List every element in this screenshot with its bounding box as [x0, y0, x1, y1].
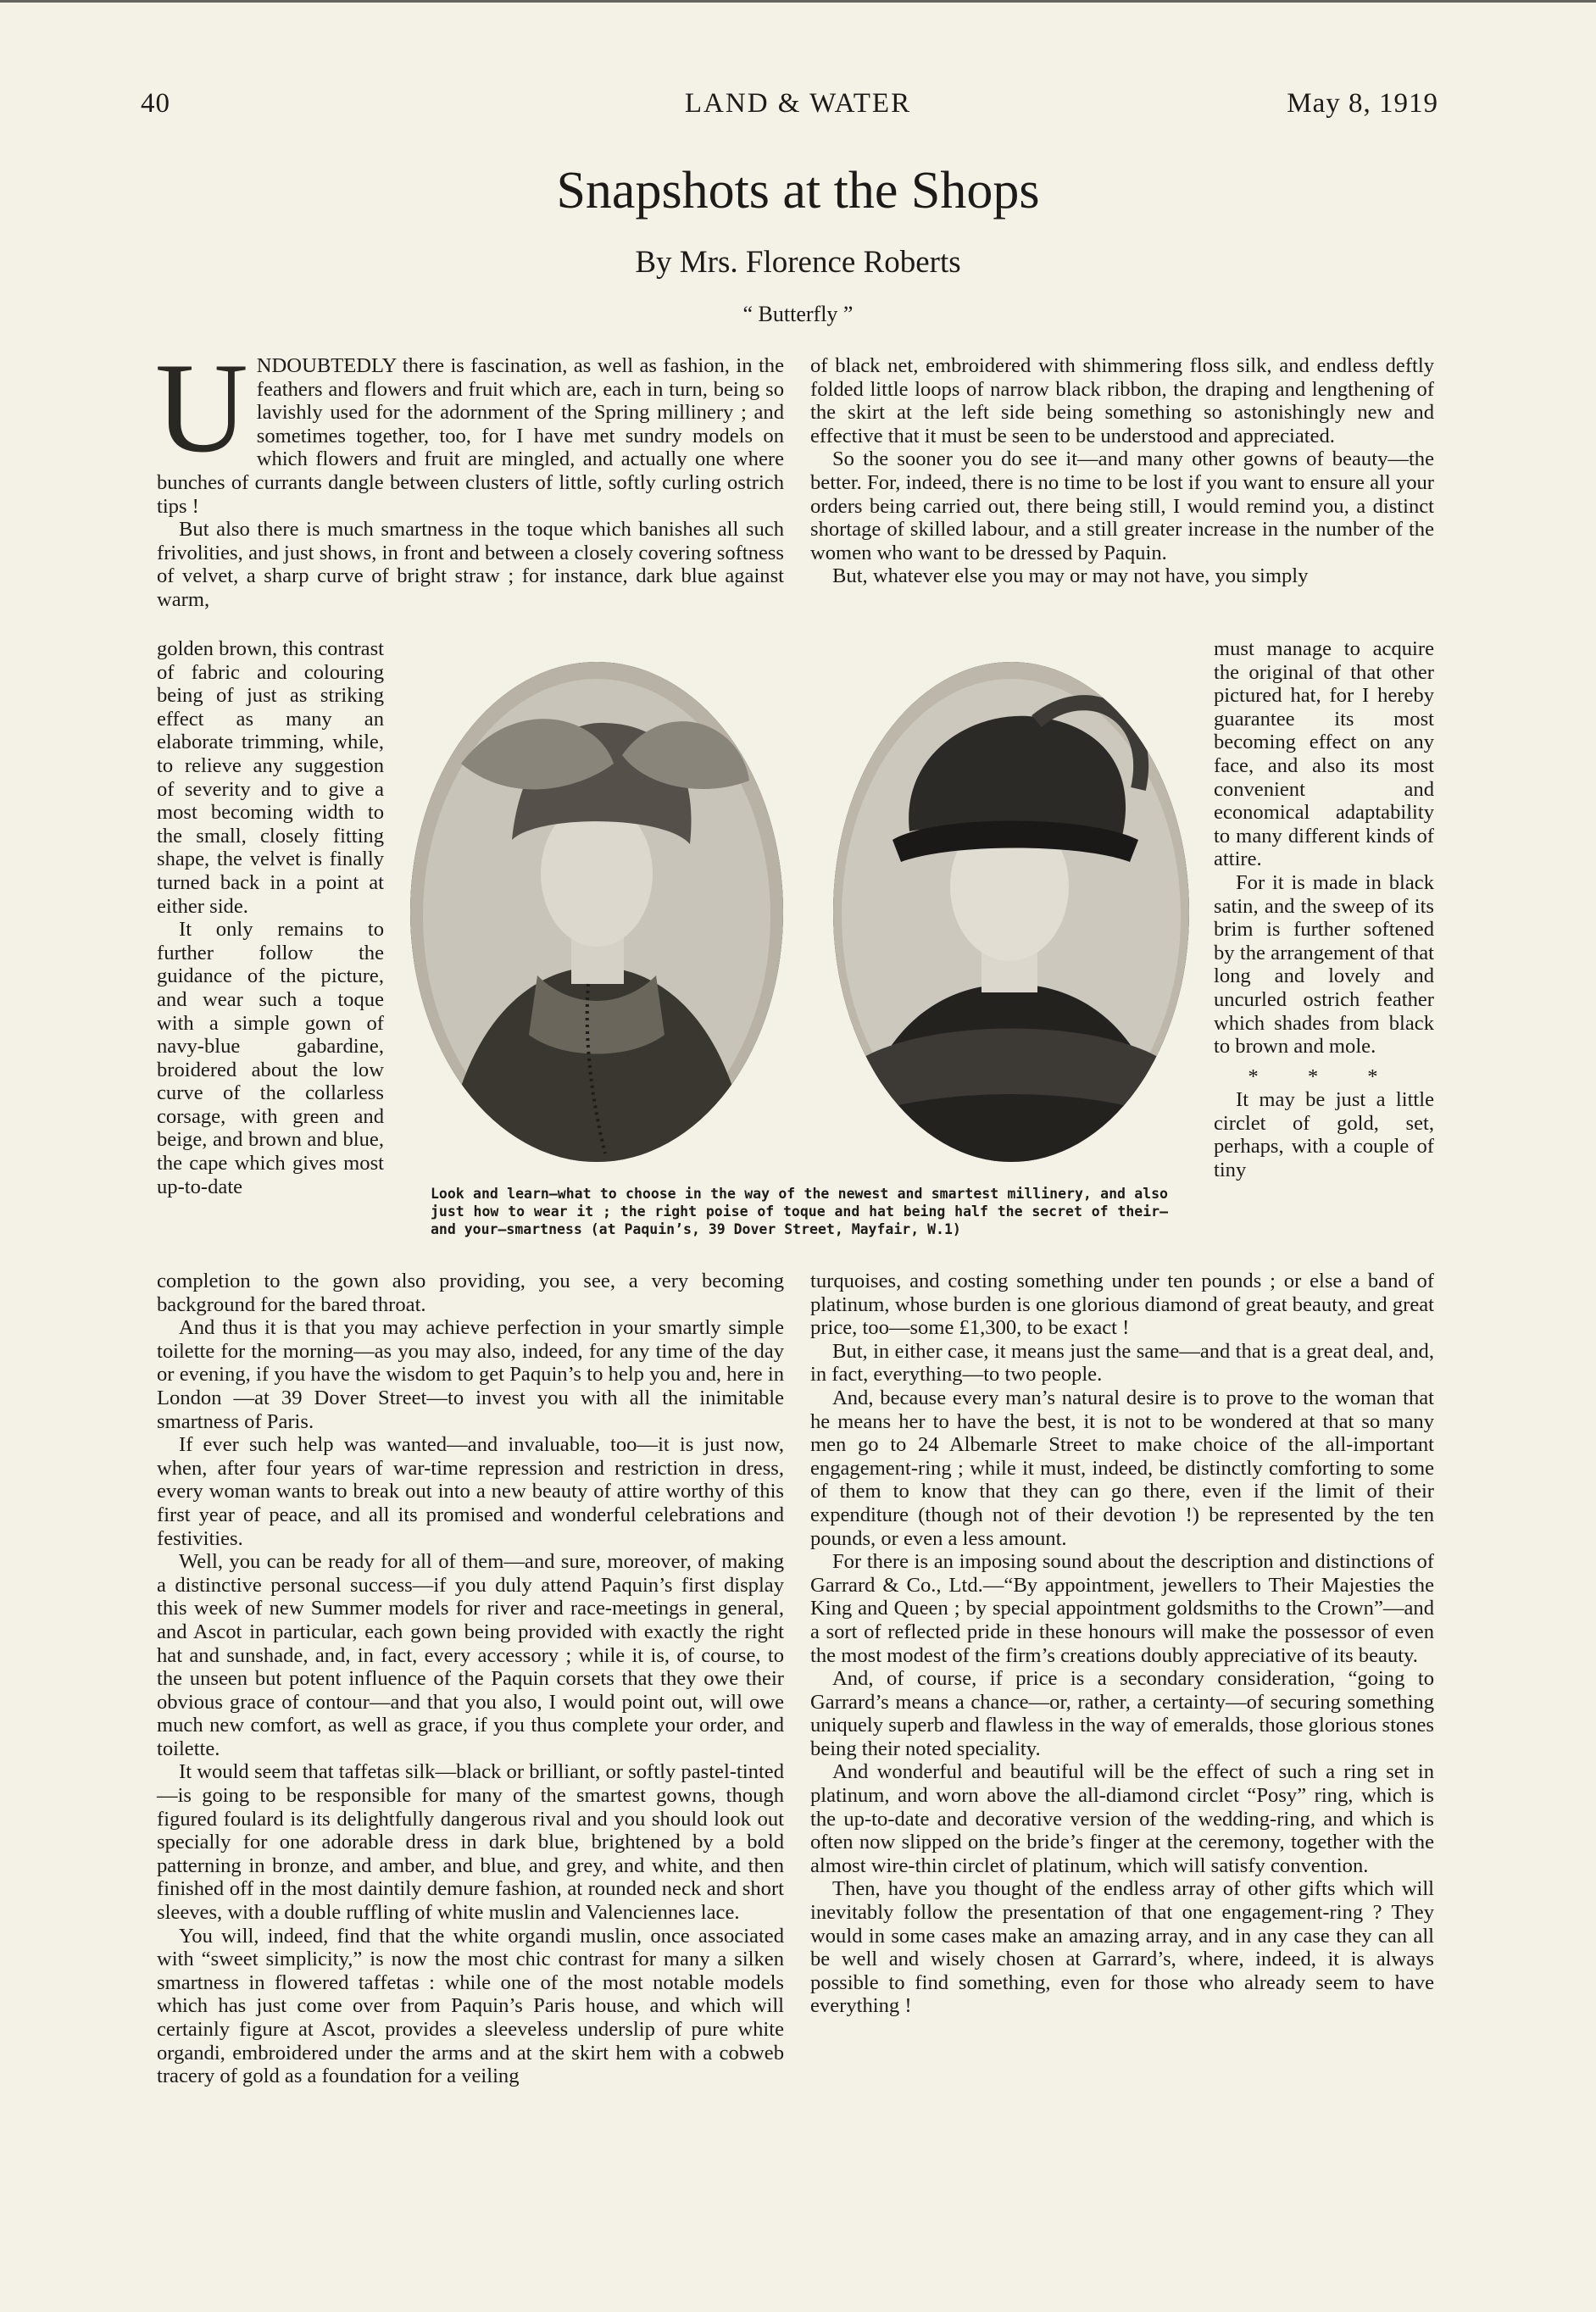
paragraph: But also there is much smartness in the toque which banishes all such frivolities, and just shows, in front and between a closely covering softness of velvet, a sharp curve of bright straw ; for instance, dark blue against warm,: [157, 518, 784, 611]
drop-cap: U: [155, 336, 248, 479]
right-column-narrow: [1214, 637, 1434, 1182]
article-byline: By Mrs. Florence Roberts: [635, 245, 961, 280]
paragraph: For there is an imposing sound about the description and distinctions of Garrard & Co., Ltd.—“By appointment, jewellers to Their Majesties the King and Queen ; by special appointment goldsmiths to the Crown”—and a sort of reflected pride in these honours will make the possessor of even the most modest of the firm’s creations doubly appreciative of its beauty.: [810, 1550, 1434, 1667]
photo-caption: Look and learn—what to choose in the way of the newest and smartest millinery, and also just how to wear it ; the right poise of toque and hat being half the secret of their—and your—smartness (at Paquin’s, 39 Dover Street, Mayfair, W.1): [431, 1186, 1168, 1237]
paragraph: So the sooner you do see it—and many other gowns of beauty—the better. For, indeed, there is no time to be lost if you want to ensure all your orders being carried out, there being still, I would remind you, a distinct shortage of skilled labour, and a still greater increase in the number of the women who want to be dressed by Paquin.: [810, 447, 1434, 564]
right-column-top: [810, 354, 1434, 588]
left-column-top: [155, 336, 784, 612]
paragraph: It may be just a little circlet of gold, set, perhaps, with a couple of tiny: [1214, 1088, 1434, 1182]
paragraph: [155, 336, 784, 518]
portrait-toque-illustration: [410, 662, 783, 1162]
article-pseudonym: “ Butterfly ”: [742, 302, 854, 326]
page-number: 40: [141, 88, 170, 119]
paragraph: turquoises, and costing something under ten pounds ; or else a band of platinum, whose burden is one glorious diamond of great beauty, and great price, too—some £1,300, to be exact !: [810, 1270, 1434, 1340]
paragraph: And, of course, if price is a secondary consideration, “going to Garrard’s means a chance—or, rather, a certainty—of securing something uniquely superb and flawless in the way of emeralds, those glorious stones being their noted speciality.: [810, 1667, 1434, 1760]
paragraph: If ever such help was wanted—and invaluable, too—it is just now, when, after four years of war-time repression and restriction in dress, every woman wants to break out into a new beauty of attire worthy of this first year of peace, and all its promised and wonderful celebrations and festivities.: [157, 1433, 784, 1550]
issue-date: May 8, 1919: [1287, 88, 1438, 119]
publication-name: LAND & WATER: [684, 88, 912, 119]
paragraph: must manage to acquire the original of that other pictured hat, for I hereby guarantee its most becoming effect on any face, and also its most convenient and economical adaptability to many different kinds of attire.: [1214, 637, 1434, 871]
paragraph: And, because every man’s natural desire is to prove to the woman that he means her to have the best, it is not to be wondered at that so many men go to 24 Albemarle Street to make choice of the all-important engagement-ring ; while it must, indeed, be distinctly comforting to some of them to know that they can go there, even if the limit of their expenditure (though not of their devotion !) be represented by the ten pounds, or even a less amount.: [810, 1386, 1434, 1550]
paragraph: For it is made in black satin, and the sweep of its brim is further softened by the arrangement of that long and lovely and uncurled ostrich feather which shades from black to brown and mole.: [1214, 870, 1434, 1059]
paragraph: It only remains to further follow the guidance of the picture, and wear such a toque with a simple gown of navy-blue gabardine, broidered about the low curve of the collarless corsage, with green and beige, and brown and blue, the cape which gives most up-to-date: [157, 918, 384, 1198]
portrait-hat-illustration: [833, 662, 1189, 1162]
paragraph-text: NDOUBTEDLY there is fascination, as well as fashion, in the feathers and flowers and fruit which are, each in turn, being so lavishly used for the adornment of the Spring millinery ; and sometimes together, too, for I have met sundry models on which flowers and fruit are mingled, and actually one where bunches of currants dangle between clusters of little, softly curling ostrich tips !: [157, 354, 784, 518]
paragraph: golden brown, this contrast of fabric and colouring being of just as striking effect as many an elaborate trimming, while, to relieve any suggestion of severity and to give a most becoming width to the small, closely fitting shape, the velvet is finally turned back in a point at either side.: [157, 637, 384, 918]
paragraph: completion to the gown also providing, you see, a very becoming background for the bared throat.: [157, 1270, 784, 1316]
top-rule: [0, 0, 1596, 3]
paragraph: But, whatever else you may or may not have, you simply: [832, 564, 1309, 588]
paragraph: of black net, embroidered with shimmering floss silk, and endless deftly folded little loops of narrow black ribbon, the draping and lengthening of the skirt at the left side being something so astonishingly new and effective that it must be seen to be understood and appreciated.: [810, 354, 1434, 447]
photo-woman-in-feathered-hat: [833, 662, 1189, 1162]
left-column-narrow: [157, 637, 384, 1198]
left-column-bottom: [157, 1270, 784, 2088]
paragraph: Then, have you thought of the endless array of other gifts which will inevitably follow the presentation of that one engagement-ring ? They would in some cases make an amazing array, and in any case they can all be well and wisely chosen at Garrard’s, where, indeed, it is always possible to find something, even for those who already seem to have everything !: [810, 1877, 1434, 2018]
section-separator: * * *: [1248, 1064, 1400, 1088]
paragraph: It would seem that taffetas silk—black or brilliant, or softly pastel-tinted—is going to be responsible for many of the smartest gowns, though figured foulard is its delightfully dangerous rival and you should look out specially for one adorable dress in dark blue, brightened by a bold patterning in bronze, and amber, and blue, and grey, and white, and then finished off in the most daintily demure fashion, at rounded neck and short sleeves, with a double ruffling of white muslin and Valenciennes lace.: [157, 1760, 784, 1925]
paragraph: You will, indeed, find that the white organdi muslin, once associated with “sweet simplicity,” is now the most chic contrast for many a silken smartness in flowered taffetas : while one of the most notable models which has just come over from Paquin’s Paris house, and which will certainly figure at Ascot, provides a sleeveless underslip of pure white organdi, embroidered under the arms and at the skirt hem with a cobweb tracery of gold as a foundation for a veiling: [157, 1924, 784, 2088]
article-title: Snapshots at the Shops: [556, 162, 1040, 220]
paragraph: And wonderful and beautiful will be the effect of such a ring set in platinum, and worn above the all-diamond circlet “Posy” ring, which is the up-to-date and decorative version of the wedding-ring, and which is often now slipped on the bride’s finger at the ceremony, together with the almost wire-thin circlet of platinum, which will satisfy convention.: [810, 1760, 1434, 1877]
right-column-bottom: [810, 1270, 1434, 2018]
paragraph: But, in either case, it means just the same—and that is a great deal, and, in fact, everything—to two people.: [810, 1339, 1434, 1387]
paragraph: And thus it is that you may achieve perfection in your smartly simple toilette for the morning—as you may also, indeed, for any time of the day or evening, if you have the wisdom to get Paquin’s to help you and, here in London —at 39 Dover Street—to invest you with all the inimitable smartness of Paris.: [157, 1316, 784, 1433]
photo-woman-in-toque: [410, 662, 783, 1162]
paragraph: Well, you can be ready for all of them—and sure, moreover, of making a distinctive personal success—if you duly attend Paquin’s first display this week of new Summer models for river and race-meetings in general, and Ascot in particular, each gown being provided with exactly the right hat and sunshade, and, in fact, every accessory ; while it is, of course, to the unseen but potent influence of the Paquin corsets that they owe their obvious grace of contour—and that you also, I would point out, will owe much new comfort, as well as grace, if you thus complete your order, and toilette.: [157, 1550, 784, 1760]
